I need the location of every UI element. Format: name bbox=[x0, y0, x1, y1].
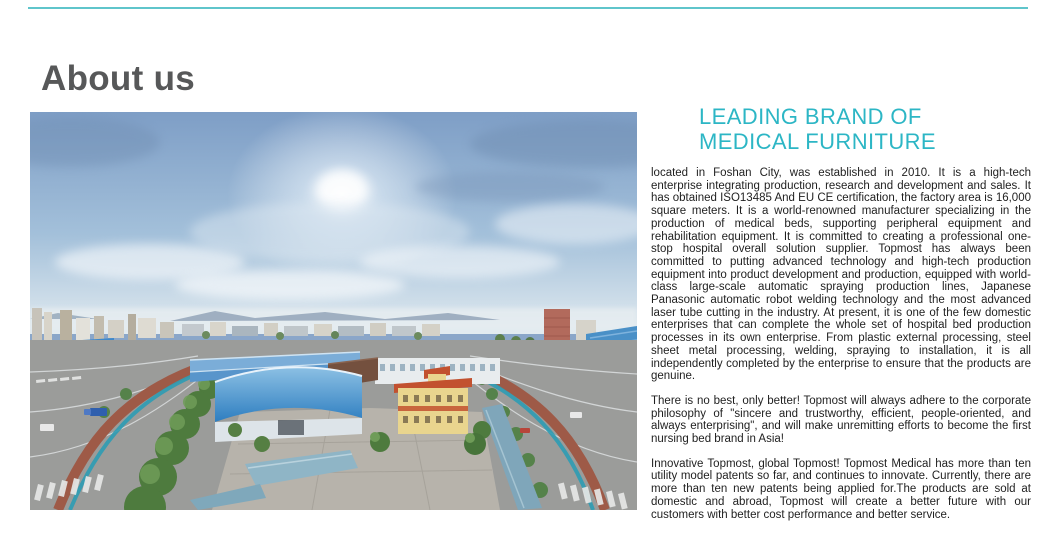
page-title: About us bbox=[41, 59, 196, 99]
about-section bbox=[651, 104, 1031, 533]
factory-panorama-illustration bbox=[30, 112, 637, 510]
about-paragraph: Innovative Topmost, global Topmost! Topmost Medical has more than ten utility model patents so far, and continues to innovate. Currently, there are more than ten new patents being applied for.The products are sold at domestic and abroad, Topmost will create a better future with our customers with better cost performance and better service. bbox=[651, 457, 1031, 521]
section-heading-line1: LEADING BRAND OF bbox=[699, 104, 922, 129]
top-divider bbox=[28, 7, 1028, 9]
about-paragraph: located in Foshan City, was established in 2010. It is a high-tech enterprise integrating production, research and development and sales. It has obtained ISO13485 And EU CE certification, the factory area is 16,000 square meters. It is a world-renowned manufacturer specializing in the production of medical beds, supporting peripheral equipment and rehabilitation equipment. It is committed to creating a professional one-stop hospital overall solution supplier. Topmost has always been committed to putting advanced technology and high-tech production equipment into product development and production, equipped with world-class large-scale automatic spraying production lines, Japanese Panasonic automatic robot welding technology and the most advanced laser tube cutting in the industry. At present, it is one of the few domestic enterprises that can complete the whole set of hospital bed production processes in its own enterprise. From plastic external processing, steel sheet metal processing, welding, spraying to installation, it is all independently completed by the enterprise to ensure that the products are genuine. bbox=[651, 167, 1031, 383]
section-heading-line2: MEDICAL FURNITURE bbox=[699, 129, 936, 154]
about-paragraph: There is no best, only better! Topmost will always adhere to the corporate philosophy of "sincere and trustworthy, efficient, people-oriented, and always enterprising", and will make unremitting efforts to become the first nursing bed brand in Asia! bbox=[651, 394, 1031, 446]
section-heading bbox=[699, 104, 1031, 154]
factory-panorama-image bbox=[30, 112, 637, 510]
